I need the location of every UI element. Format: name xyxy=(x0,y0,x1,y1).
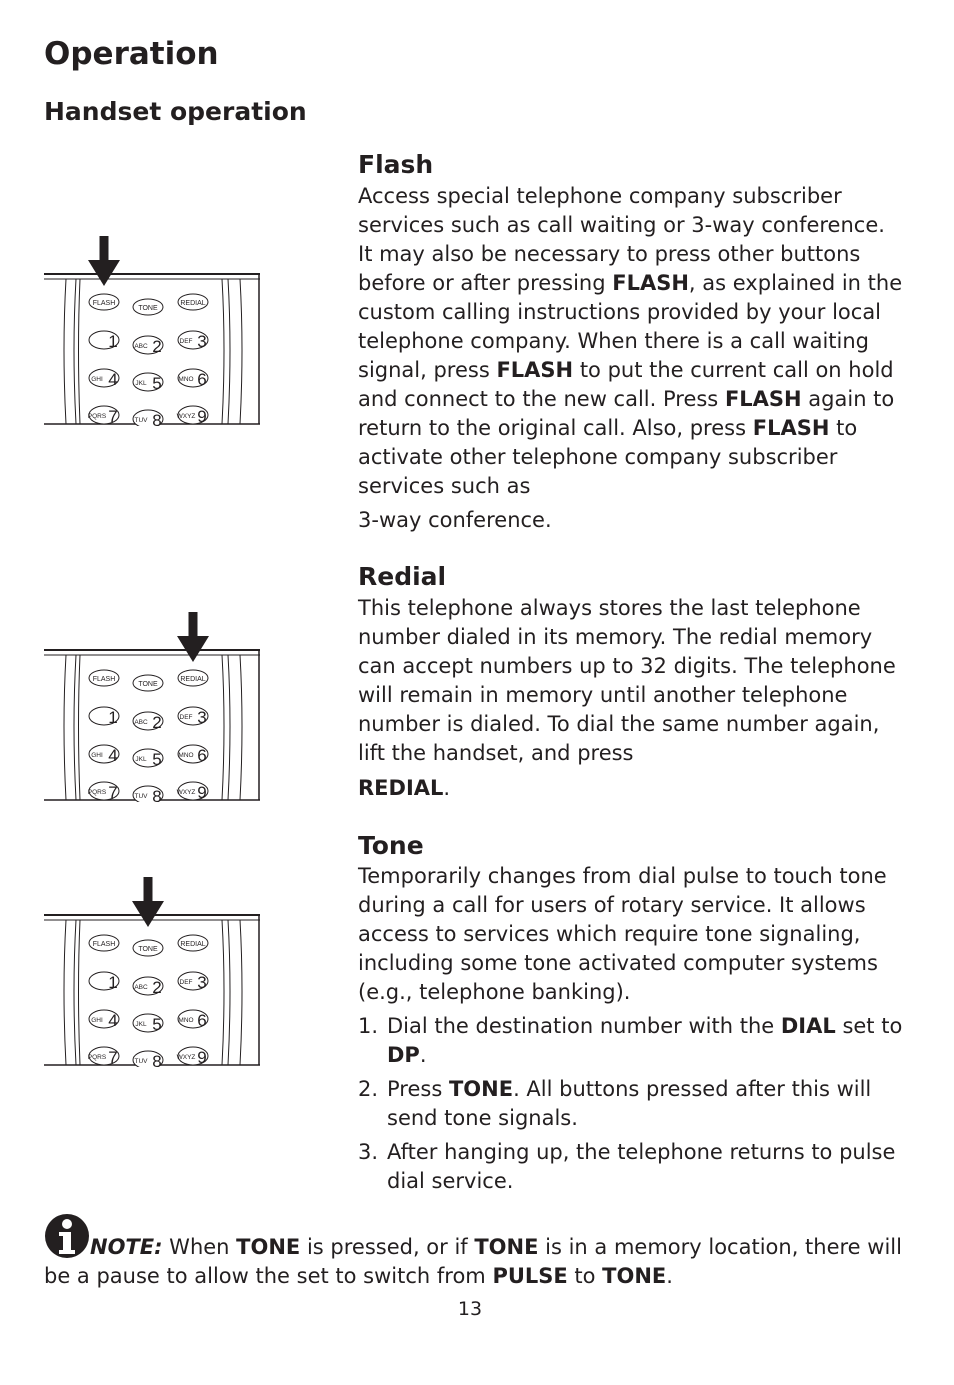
key-digit: 3 xyxy=(197,973,207,992)
key-digit: 3 xyxy=(197,708,207,727)
key-digit: 6 xyxy=(197,370,207,389)
number-key-2 xyxy=(133,977,163,997)
key-digit: 2 xyxy=(152,337,162,356)
tone-description: Temporarily changes from dial pulse to touch tone during a call for users of rotary service. It allows access to services which require tone signaling, including some tone activated computer systems (e.g., telephone banking). xyxy=(358,864,887,1004)
number-key-6 xyxy=(178,369,208,389)
number-key-1 xyxy=(89,972,119,992)
key-letters: ABC xyxy=(134,343,148,350)
handset-edge xyxy=(228,279,230,424)
key-digit: 5 xyxy=(152,1015,162,1034)
page-title: Operation xyxy=(44,36,219,72)
key-digit: 7 xyxy=(108,783,118,802)
note: NOTE: When TONE is pressed, or if TONE is in a memory location, there will be a pause to allow the set to switch from PULSE to TONE. xyxy=(44,1212,914,1291)
number-key-4 xyxy=(89,369,119,389)
handset-edge xyxy=(240,279,242,424)
number-key-4 xyxy=(89,745,119,765)
number-key-4 xyxy=(89,1010,119,1030)
handset-edge xyxy=(74,279,76,424)
key-digit: 9 xyxy=(197,783,207,802)
list-item: 2. Press TONE. All buttons pressed after this will send tone signals. xyxy=(358,1077,872,1130)
handset-edge xyxy=(222,920,224,1065)
handset-edge xyxy=(64,279,66,424)
number-key-8 xyxy=(133,786,163,802)
number-key-9 xyxy=(177,782,208,802)
key-digit: 7 xyxy=(108,407,118,426)
list-item: 3. After hanging up, the telephone returns to pulse dial service. xyxy=(358,1140,896,1193)
tone-key xyxy=(133,299,163,315)
key-letters: MNO xyxy=(178,376,194,383)
handset-edge xyxy=(222,279,224,424)
key-letters: ABC xyxy=(134,719,148,726)
number-key-3 xyxy=(178,331,208,351)
redial-key xyxy=(178,294,208,310)
number-key-6 xyxy=(178,745,208,765)
info-icon xyxy=(44,1212,90,1260)
tone-key xyxy=(133,940,163,956)
redial-description-end: REDIAL. xyxy=(358,776,451,800)
key-digit: 4 xyxy=(108,370,118,389)
key-letters: WXYZ xyxy=(176,413,196,420)
note-label: NOTE: xyxy=(90,1235,163,1259)
tone-heading: Tone xyxy=(358,831,424,860)
redial-description: This telephone always stores the last telephone number dialed in its memory. The redial memory can accept numbers up to 32 digits. The telephone will remain in memory until another telephone number is dialed. To dial the same number again, lift the handset, and press xyxy=(358,596,896,765)
number-key-7 xyxy=(88,1047,119,1067)
arrow-shaft xyxy=(144,877,153,903)
key-digit: 4 xyxy=(108,1011,118,1030)
key-digit: 7 xyxy=(108,1048,118,1067)
number-key-5 xyxy=(133,749,163,769)
handset-edge xyxy=(74,920,76,1065)
number-key-5 xyxy=(133,373,163,393)
key-digit: 4 xyxy=(108,746,118,765)
key-digit: 5 xyxy=(152,750,162,769)
handset-edge xyxy=(228,920,230,1065)
key-letters: WXYZ xyxy=(176,789,196,796)
section-title: Handset operation xyxy=(44,97,307,126)
key-letters: TUV xyxy=(134,793,148,800)
arrow-shaft xyxy=(189,612,198,638)
number-key-6 xyxy=(178,1010,208,1030)
arrow-shaft xyxy=(100,236,109,262)
key-digit: 8 xyxy=(152,787,162,802)
key-label: REDIAL xyxy=(180,300,206,307)
handset-edge xyxy=(222,655,224,800)
handset-edge xyxy=(228,655,230,800)
flash-heading: Flash xyxy=(358,150,434,179)
handset-edge xyxy=(240,655,242,800)
key-label: FLASH xyxy=(92,676,116,683)
key-letters: JKL xyxy=(135,1021,147,1028)
number-key-8 xyxy=(133,1051,163,1067)
key-label: TONE xyxy=(138,946,158,953)
key-letters: GHI xyxy=(91,376,103,383)
redial-key xyxy=(178,670,208,686)
number-key-3 xyxy=(178,972,208,992)
handset-edge xyxy=(64,655,66,800)
key-label: FLASH xyxy=(92,300,116,307)
key-letters: WXYZ xyxy=(176,1054,196,1061)
redial-key xyxy=(178,935,208,951)
handset-edge xyxy=(79,279,81,424)
flash-description: Access special telephone company subscriber services such as call waiting or 3-way conference. It may also be necessary to press other buttons before or after pressing FLASH, as explained in the custom calling instructions provided by your local telephone company. When there is a call waiting signal, press FLASH to put the current call on hold and connect to the new call. Press FLASH again to return to the original call. Also, press FLASH to activate other telephone company subscriber services such as xyxy=(358,184,903,498)
number-key-7 xyxy=(88,406,119,426)
tone-steps xyxy=(358,1012,903,1201)
keypad-illustration-redial xyxy=(42,610,262,802)
flash-description-end: 3-way conference. xyxy=(358,508,552,532)
key-letters: TUV xyxy=(134,417,148,424)
key-letters: GHI xyxy=(91,1017,103,1024)
key-digit: 6 xyxy=(197,1011,207,1030)
key-digit: 8 xyxy=(152,1052,162,1067)
page-number: 13 xyxy=(457,1298,483,1320)
key-letters: JKL xyxy=(135,380,147,387)
key-letters: DEF xyxy=(179,338,193,345)
list-item: 1. Dial the destination number with the DIAL set to DP. xyxy=(358,1014,903,1067)
handset-edge xyxy=(79,655,81,800)
handset-edge xyxy=(64,920,66,1065)
key-letters: MNO xyxy=(178,752,194,759)
key-letters: ABC xyxy=(134,984,148,991)
redial-heading: Redial xyxy=(358,562,447,591)
number-key-8 xyxy=(133,410,163,426)
key-label: TONE xyxy=(138,305,158,312)
number-key-2 xyxy=(133,336,163,356)
key-label: REDIAL xyxy=(180,676,206,683)
key-digit: 1 xyxy=(108,708,118,727)
key-letters: PQRS xyxy=(87,413,107,420)
key-letters: JKL xyxy=(135,756,147,763)
handset-edge xyxy=(79,920,81,1065)
number-key-2 xyxy=(133,712,163,732)
key-digit: 1 xyxy=(108,973,118,992)
number-key-1 xyxy=(89,331,119,351)
number-key-9 xyxy=(177,406,208,426)
key-digit: 5 xyxy=(152,374,162,393)
number-key-1 xyxy=(89,707,119,727)
number-key-9 xyxy=(177,1047,208,1067)
handset-edge xyxy=(74,655,76,800)
keypad-illustration-flash xyxy=(42,234,262,426)
flash-key xyxy=(89,935,119,951)
key-digit: 3 xyxy=(197,332,207,351)
key-digit: 2 xyxy=(152,713,162,732)
key-letters: PQRS xyxy=(87,789,107,796)
key-digit: 1 xyxy=(108,332,118,351)
key-letters: GHI xyxy=(91,752,103,759)
key-label: REDIAL xyxy=(180,941,206,948)
key-letters: DEF xyxy=(179,979,193,986)
key-letters: PQRS xyxy=(87,1054,107,1061)
key-letters: DEF xyxy=(179,714,193,721)
keypad-illustration-tone xyxy=(42,875,262,1067)
tone-key xyxy=(133,675,163,691)
flash-key xyxy=(89,670,119,686)
flash-key xyxy=(89,294,119,310)
number-key-3 xyxy=(178,707,208,727)
key-digit: 9 xyxy=(197,1048,207,1067)
key-label: FLASH xyxy=(92,941,116,948)
key-digit: 2 xyxy=(152,978,162,997)
key-letters: MNO xyxy=(178,1017,194,1024)
key-digit: 6 xyxy=(197,746,207,765)
key-digit: 8 xyxy=(152,411,162,426)
number-key-7 xyxy=(88,782,119,802)
handset-edge xyxy=(240,920,242,1065)
key-digit: 9 xyxy=(197,407,207,426)
key-label: TONE xyxy=(138,681,158,688)
number-key-5 xyxy=(133,1014,163,1034)
key-letters: TUV xyxy=(134,1058,148,1065)
